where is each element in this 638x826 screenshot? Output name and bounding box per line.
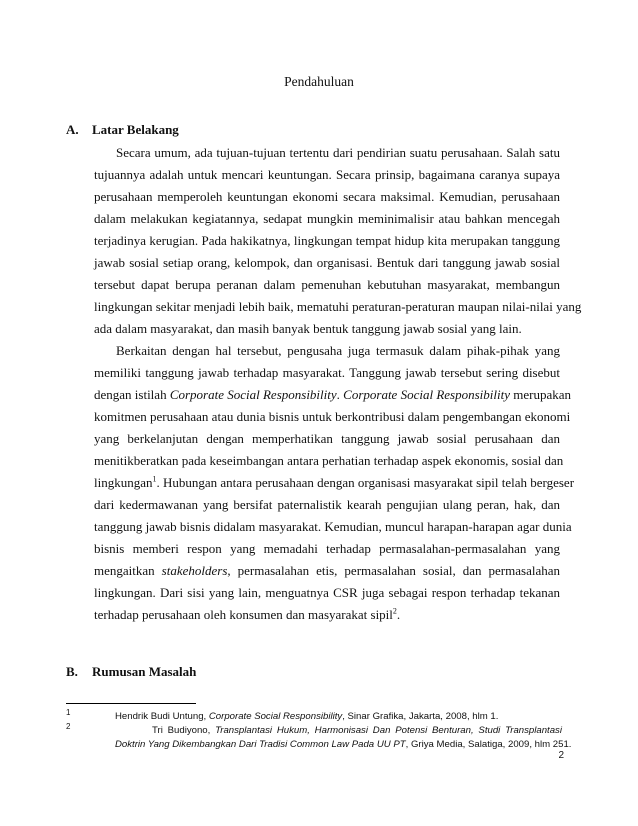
- section-label: Rumusan Masalah: [92, 664, 197, 679]
- footnote-divider: [66, 703, 196, 704]
- footnote-1: [115, 710, 498, 723]
- text-line: dalam melakukan kegiatannya, sedapat mungkin meminimalisir atau bahkan mencegah: [94, 211, 560, 226]
- footnote-text: , Griya Media, Salatiga, 2009, hlm 251.: [405, 739, 572, 750]
- text-line: Berkaitan dengan hal tersebut, pengusaha juga termasuk dalam pihak-pihak yang: [116, 343, 560, 358]
- italic-term: stakeholders: [161, 563, 228, 578]
- text-span: merupakan: [513, 387, 571, 402]
- section-number: B.: [66, 664, 78, 679]
- footnote-italic: Doktrin Yang Dikembangkan Dari Tradisi Common Law Pada UU PT: [115, 739, 406, 750]
- footnote-2-continuation: [115, 738, 571, 751]
- footnote-mark: 1: [66, 708, 71, 717]
- text-line: komitmen perusahaan atau dunia bisnis untuk berkontribusi dalam pengembangan ekonomi: [94, 409, 571, 424]
- footnote-text: , Sinar Grafika, Jakarta, 2008, hlm 1.: [342, 711, 499, 722]
- text-span: terhadap perusahaan oleh konsumen dan masyarakat sipil: [94, 607, 393, 622]
- text-line: memiliki tanggung jawab terhadap masyarakat. Tanggung jawab tersebut sering disebut: [94, 365, 560, 380]
- text-span: lingkungan: [94, 475, 153, 490]
- section-label: Latar Belakang: [92, 122, 179, 137]
- text-line: perusahaan memperoleh keuntungan ekonomi secara maksimal. Kemudian, perusahaan: [94, 189, 560, 204]
- text-span: , permasalahan etis, permasalahan sosial, dan permasalahan: [227, 563, 561, 578]
- text-line: lingkungan sekitar menjadi lebih baik, mematuhi peraturan-peraturan maupan nilai-nilai yang: [94, 299, 582, 314]
- footnote-ref: 1: [152, 474, 157, 484]
- text-line: dari kedermawanan yang bersifat paternalistik kearah pengujian ulang peran, hak, dan: [94, 497, 560, 512]
- text-line: tanggung jawab bisnis didalam masyarakat. Kemudian, muncul harapan-harapan agar dunia: [94, 519, 572, 534]
- text-line: bisnis memberi respon yang memadahi terhadap permasalahan-permasalahan yang: [94, 541, 560, 556]
- italic-term: Corporate Social Responsibility: [343, 387, 510, 402]
- text-line: [94, 607, 560, 623]
- page-title: Pendahuluan: [284, 74, 354, 89]
- footnote-2: [152, 724, 562, 737]
- footnote-ref: 2: [392, 606, 397, 616]
- text-line: [94, 474, 575, 491]
- text-span: .: [336, 387, 340, 402]
- text-line: [94, 563, 560, 579]
- text-line: tersebut dapat berupa peranan dalam pemenuhan kebutuhan masyarakat, membangun: [94, 277, 560, 292]
- text-span: mengaitkan: [94, 563, 155, 578]
- text-line: lingkungan. Dari sisi yang lain, menguatnya CSR juga sebagai respon terhadap tekanan: [94, 585, 560, 600]
- footnote-mark: 2: [66, 722, 71, 731]
- text-line: terjadinya kerugian. Pada hakikatnya, lingkungan tempat hidup kita merupakan tanggung: [94, 233, 560, 248]
- text-span: . Hubungan antara perusahaan dengan organisasi masyarakat sipil telah bergeser: [156, 475, 575, 490]
- text-line: Secara umum, ada tujuan-tujuan tertentu dari pendirian suatu perusahaan. Salah satu: [116, 145, 560, 160]
- footnote-text: Hendrik Budi Untung,: [115, 711, 207, 722]
- text-span: .: [396, 607, 401, 622]
- text-line: ada dalam masyarakat, dan masih banyak bentuk tanggung jawab sosial yang lain.: [94, 321, 522, 336]
- section-heading-a: [66, 122, 179, 138]
- section-heading-b: [66, 664, 196, 680]
- italic-term: Corporate Social Responsibility: [169, 387, 337, 402]
- section-number: A.: [66, 122, 79, 137]
- page-number: 2: [558, 750, 564, 761]
- text-line: menitikberatkan pada keseimbangan antara perhatian terhadap aspek ekonomis, sosial dan: [94, 453, 564, 468]
- text-line: yang berkelanjutan dengan memperhatikan tanggung jawab sosial perusahaan dan: [94, 431, 560, 446]
- footnote-italic: Transplantasi Hukum, Harmonisasi Dan Potensi Benturan, Studi Transplantasi: [215, 725, 562, 736]
- footnote-text: Tri Budiyono,: [152, 725, 211, 736]
- text-line: tujuannya adalah untuk mencari keuntungan. Secara prinsip, bagaimana caranya supaya: [94, 167, 560, 182]
- text-line: [94, 387, 571, 403]
- text-span: dengan istilah: [94, 387, 167, 402]
- text-line: jawab sosial setiap orang, kelompok, dan organisasi. Bentuk dari tanggung jawab sosial: [94, 255, 560, 270]
- footnote-italic: Corporate Social Responsibility: [208, 711, 343, 722]
